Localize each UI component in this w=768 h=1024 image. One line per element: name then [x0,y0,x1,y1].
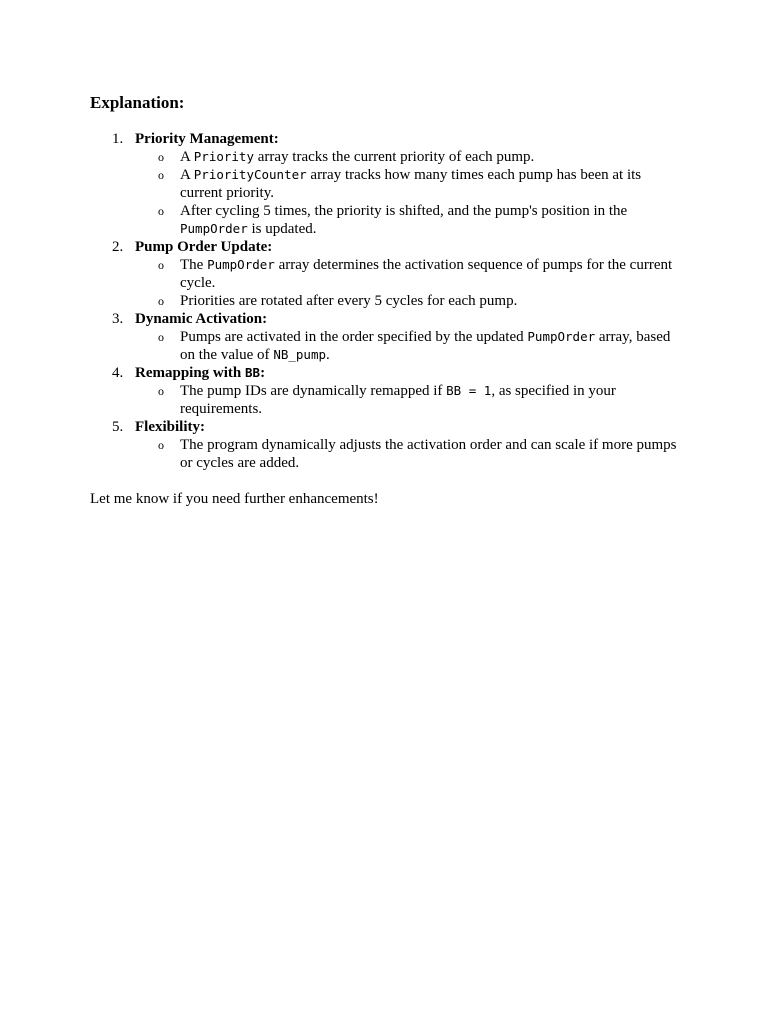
code-pump-order: PumpOrder [527,329,596,344]
text-segment: A [180,149,194,165]
bullet-marker: o [158,204,164,218]
code-priority-counter: PriorityCounter [193,167,307,182]
sub-list [135,382,680,418]
text-segment: After cycling 5 times, the priority is shifted, and the pump's position in the [180,203,628,219]
list-item-dynamic-activation [90,310,680,364]
bullet-marker: o [158,150,164,164]
bullet-marker: o [158,168,164,182]
item-title: Pump Order Update: [135,239,273,255]
code-pump-order: PumpOrder [207,257,275,272]
bullet-marker: o [158,330,164,344]
text-segment: array determines the activation sequence of pumps for the current cycle. [180,257,673,291]
sub-list-item [135,436,680,472]
sub-list-item [135,382,680,418]
item-number: 3. [112,311,124,327]
bullet-marker: o [158,258,164,272]
code-nb-pump: NB_pump [273,347,326,362]
text-segment: Pumps are activated in the order specified by the updated [180,329,528,345]
code-pump-order: PumpOrder [180,221,248,236]
sub-list [135,328,680,364]
sub-list [135,148,680,238]
sub-list [135,436,680,472]
text-segment: is updated. [247,221,317,237]
sub-list-item [135,256,680,292]
text-segment: The program dynamically adjusts the activation order and can scale if more pumps or cycles are added. [180,437,677,471]
text-segment: array, based on the value of [180,329,671,363]
item-title: Priority Management: [135,131,279,147]
code-bb-equals-1: BB = 1 [446,383,492,398]
item-title: Flexibility: [135,419,205,435]
sub-list-item [135,292,680,310]
explanation-heading: Explanation: [90,93,185,112]
sub-list-item [135,202,680,238]
text-segment: , as specified in your requirements. [180,383,616,417]
item-title: Dynamic Activation: [135,311,268,327]
bullet-marker: o [158,384,164,398]
item-number: 4. [112,365,124,381]
sub-list-item [135,166,680,202]
text-segment: array tracks how many times each pump has been at its current priority. [180,167,642,201]
item-number: 1. [112,131,124,147]
list-item-flexibility [90,418,680,472]
sub-list [135,256,680,310]
text-segment: The [180,257,208,273]
list-item-priority-management [90,130,680,238]
explanation-list [90,130,680,472]
document-page [90,92,680,508]
list-item-pump-order-update [90,238,680,310]
closing-paragraph: Let me know if you need further enhancements! [90,491,379,507]
item-number: 2. [112,239,124,255]
code-bb: BB [245,365,261,380]
bullet-marker: o [158,438,164,452]
item-title-suffix: : [260,365,266,381]
bullet-marker: o [158,294,164,308]
sub-list-item [135,148,680,166]
sub-list-item [135,328,680,364]
item-title [135,365,265,381]
text-segment: . [326,347,330,363]
text-segment: A [180,167,194,183]
text-segment: array tracks the current priority of each pump. [253,149,535,165]
list-item-remapping [90,364,680,418]
item-number: 5. [112,419,124,435]
item-title-prefix: Remapping with [135,365,246,381]
text-segment: The pump IDs are dynamically remapped if [180,383,447,399]
text-segment: Priorities are rotated after every 5 cycles for each pump. [180,293,518,309]
code-priority: Priority [193,149,254,164]
